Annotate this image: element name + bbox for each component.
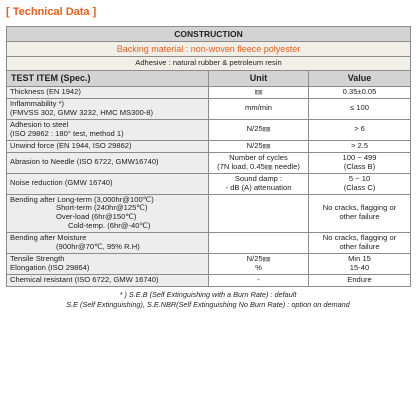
row-name-cell (7, 275, 209, 287)
footnote-line-1: * ) S.E.B (Self Extinguishing with a Burn Rate) : default (119, 290, 297, 300)
row-name-text: Adhesion to steel (10, 119, 69, 129)
row-name-cell (7, 254, 209, 275)
row-unit-text: N/25㎜ (246, 124, 271, 134)
row-name-text: Over-load (6hr@150℃) (56, 212, 137, 222)
row-name-text: Thickness (EN 1942) (10, 87, 81, 96)
row-unit-text: - (257, 275, 260, 285)
row-name-cell (7, 119, 209, 140)
row-unit-cell (209, 275, 309, 287)
row-name-text: Chemical resistant (ISO 6722, GMW 16740) (10, 275, 159, 285)
row-name-text: Short-term (240hr@125℃) (56, 203, 148, 213)
row-value-cell (309, 152, 411, 173)
table-row (7, 98, 411, 119)
footnote (6, 287, 410, 311)
row-unit-cell (209, 194, 309, 233)
row-unit-cell (209, 87, 309, 99)
row-value-text: No cracks, flagging or (322, 233, 397, 243)
row-name-cell (7, 152, 209, 173)
row-value-text: (Class B) (343, 161, 376, 171)
row-unit-text: N/25㎜ (246, 140, 271, 150)
table-row (7, 87, 411, 99)
row-unit-text: ㎜ (254, 87, 263, 96)
row-name-text: Elongation (ISO 29864) (10, 263, 90, 273)
construction-heading: CONSTRUCTION (7, 27, 411, 42)
row-value-cell (309, 233, 411, 254)
row-name-text: Noise reduction (GMW 16740) (10, 178, 113, 188)
row-name-text: Tensile Strength (10, 254, 65, 264)
row-name-text: (900hr@70℃, 95% R.H) (56, 242, 140, 252)
row-value-text: other failure (339, 242, 380, 252)
row-unit-text: N/25㎜ (246, 254, 271, 264)
row-value-text: 5 ~ 10 (348, 173, 371, 183)
row-name-text: Unwind force (EN 1944, ISO 29862) (10, 140, 132, 150)
row-unit-cell (209, 152, 309, 173)
row-value-text: > 2.5 (350, 140, 369, 150)
row-name-cell (7, 140, 209, 152)
row-value-text: ≤ 100 (350, 103, 369, 113)
row-unit-cell (209, 173, 309, 194)
backing-material: Backing material : non-woven fleece polyester (7, 42, 411, 57)
footnote-line-2: S.E (Self Extinguishing), S.E.NBR(Self Extinguishing No Burn Rate) : option on demand (66, 299, 350, 309)
row-name-text: Cold-temp. (6hr@-40℃) (68, 221, 151, 231)
row-unit-text: (7N load, 0.45㎜ needle) (217, 161, 300, 171)
footnote-table (6, 287, 410, 311)
row-value-cell (309, 98, 411, 119)
row-unit-cell (209, 98, 309, 119)
row-name-text: Abrasion to Needle (ISO 6722, GMW16740) (10, 157, 159, 167)
row-name-text: (FMVSS 302, GMW 3232, HMC MS300-8) (10, 107, 154, 117)
row-value-text: 15-40 (349, 263, 370, 273)
row-name-cell (7, 233, 209, 254)
table-header-row (7, 71, 411, 87)
row-name-cell (7, 98, 209, 119)
table-row (7, 152, 411, 173)
row-name-text: Bending after Long-term (3,000hr@100℃) (10, 194, 154, 204)
header-test-item: TEST ITEM (Spec.) (7, 71, 209, 87)
row-value-cell (309, 119, 411, 140)
page-title: [ Technical Data ] (6, 6, 97, 18)
technical-data-table-wrapper (6, 26, 410, 311)
row-name-cell (7, 87, 209, 99)
table-row (7, 173, 411, 194)
row-unit-text: Number of cycles (229, 152, 288, 162)
row-value-cell (309, 194, 411, 233)
row-value-cell (309, 173, 411, 194)
row-value-cell (309, 140, 411, 152)
row-value-text: > 6 (354, 124, 365, 134)
row-unit-cell (209, 119, 309, 140)
table-row (7, 194, 411, 233)
header-unit: Unit (209, 71, 309, 87)
row-unit-cell (209, 233, 309, 254)
table-row (7, 254, 411, 275)
row-name-text: Inflammability *) (10, 98, 65, 108)
row-unit-text: % (255, 263, 262, 273)
row-unit-cell (209, 140, 309, 152)
row-value-cell (309, 254, 411, 275)
row-unit-text: mm/min (245, 103, 272, 113)
row-value-text: Min 15 (348, 254, 371, 264)
table-row (7, 140, 411, 152)
row-value-cell (309, 87, 411, 99)
header-value: Value (309, 71, 411, 87)
row-unit-text: Sound damp : (234, 173, 283, 183)
row-name-text: Bending after Moisture (10, 233, 87, 243)
row-name-cell (7, 194, 209, 233)
row-value-text: Endure (347, 275, 372, 285)
row-unit-text: - dB (A) attenuation (225, 182, 292, 192)
row-value-text: other failure (339, 212, 380, 222)
adhesive-row: Adhesive : natural rubber & petroleum resin (7, 57, 411, 71)
table-row (7, 119, 411, 140)
row-value-text: No cracks, flagging or (322, 203, 397, 213)
row-value-text: (Class C) (343, 182, 376, 192)
table-row (7, 275, 411, 287)
row-value-text: 0.35±0.05 (342, 87, 377, 96)
row-unit-cell (209, 254, 309, 275)
table-row (7, 233, 411, 254)
row-value-text: 100 ~ 499 (342, 152, 377, 162)
row-name-text: (ISO 29862 : 180° test, method 1) (10, 128, 124, 138)
row-value-cell (309, 275, 411, 287)
row-name-cell (7, 173, 209, 194)
technical-data-table (6, 26, 411, 287)
